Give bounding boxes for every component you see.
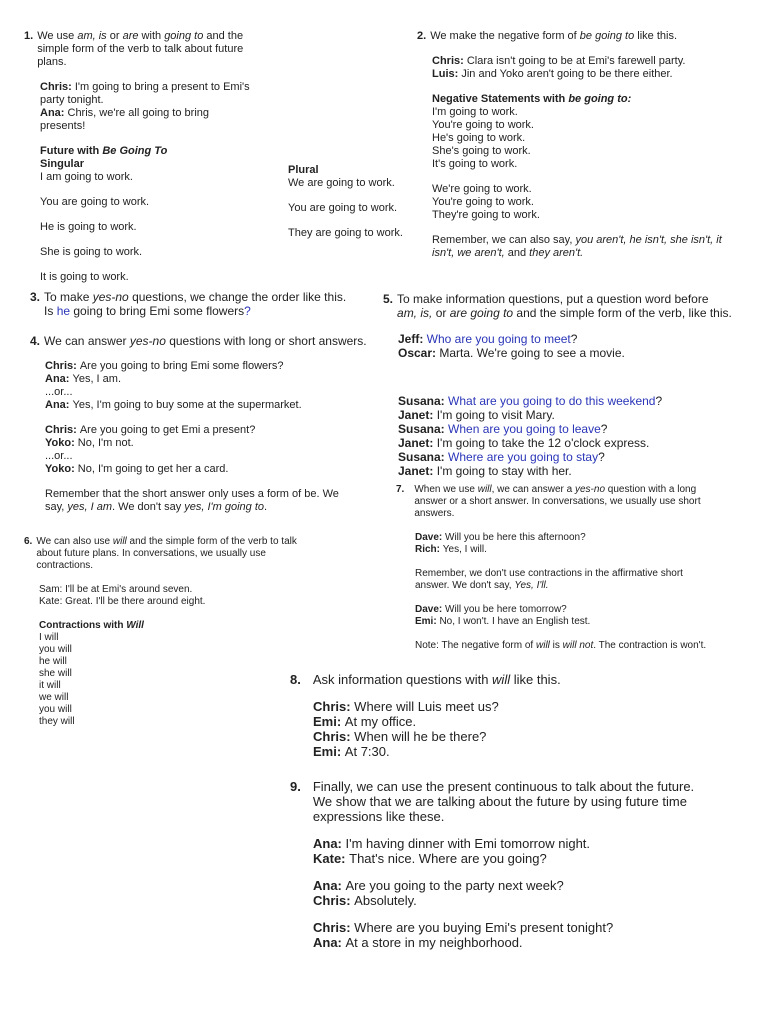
dialog-text: I'm going to visit Mary.	[436, 408, 555, 422]
dialog-line	[313, 729, 760, 744]
dialog-line	[398, 464, 761, 478]
text-run: contractions.	[36, 560, 94, 571]
dialog-text: No, I won't. I have an English test.	[439, 616, 591, 627]
section-3-intro	[44, 290, 346, 318]
speaker-name: Kate:	[313, 851, 350, 866]
dialog-text: ...or...	[45, 450, 73, 462]
contractions-heading	[39, 620, 324, 632]
speaker-name: Chris:	[313, 729, 355, 744]
section-9	[290, 779, 760, 950]
speaker-name: Yoko:	[45, 463, 78, 475]
text-run: yes, I am	[67, 501, 113, 513]
section-1-dialog	[24, 81, 284, 133]
text-run: are going to	[449, 306, 514, 320]
dialog-text: I'm going to take the 12 o'clock express.	[436, 436, 650, 450]
list-item: I will	[39, 632, 59, 643]
dialog-line	[398, 346, 761, 360]
section-4-intro	[44, 334, 367, 348]
text-run: When we use	[414, 484, 478, 495]
text-line	[36, 548, 297, 560]
plural-list	[288, 177, 428, 240]
text-run: isn't, we aren't,	[432, 247, 505, 259]
text-run: Note: The negative form of	[415, 640, 536, 651]
dialog-text: Marta. We're going to see a movie.	[439, 346, 625, 360]
speaker-name: Chris:	[40, 81, 75, 93]
text-run: and the simple form of the verb, like this.	[513, 306, 732, 320]
speaker-name: Chris:	[313, 893, 355, 908]
dialog-line	[398, 394, 761, 408]
section-4-dialog-1	[45, 360, 380, 412]
dialog-text: When are you going to leave	[448, 422, 601, 436]
list-item: he will	[39, 656, 67, 667]
dialog-line	[415, 616, 760, 628]
speaker-name: Ana:	[40, 107, 68, 119]
dialog-text: At 7:30.	[344, 744, 390, 759]
section-number: 8.	[290, 672, 301, 687]
dialog-line	[415, 604, 760, 616]
text-run: Contractions with	[39, 620, 127, 631]
dialog-line	[432, 55, 757, 68]
dialog-line	[40, 94, 284, 107]
section-number: 6.	[24, 536, 33, 547]
text-line	[313, 809, 694, 824]
section-9-dialog-1	[313, 836, 760, 866]
text-run: , we can answer a	[491, 484, 575, 495]
text-run: he	[56, 304, 71, 318]
text-run: To make	[44, 290, 93, 304]
text-run: To make information questions, put a question word before	[397, 292, 709, 306]
text-run: like this.	[510, 672, 561, 687]
text-run: Will	[126, 620, 144, 631]
text-line	[313, 672, 561, 687]
dialog-line	[398, 450, 761, 464]
list-item: We're going to work.	[432, 183, 532, 195]
text-line	[415, 640, 760, 652]
section-4	[30, 334, 380, 514]
section-2-dialog	[432, 55, 757, 81]
list-item: they will	[39, 716, 75, 727]
dialog-text: Are you going to the party next week?	[345, 878, 564, 893]
dialog-text: Are you going to bring Emi some flowers?	[79, 360, 284, 372]
text-run: ?	[244, 304, 251, 318]
punctuation: ?	[655, 394, 663, 408]
text-run: Be Going To	[102, 145, 168, 157]
dialog-text: Yes, I'm going to buy some at the supermarket.	[72, 399, 302, 411]
dialog-text: I'm going to stay with her.	[436, 464, 572, 478]
dialog-text: Yes, I am.	[72, 373, 122, 385]
speaker-name: Dave:	[415, 604, 446, 615]
plural-heading: Plural	[288, 164, 319, 176]
list-item: We are going to work.	[288, 177, 395, 189]
section-number: 1.	[24, 30, 34, 42]
dialog-text: Jin and Yoko aren't going to be there either.	[461, 68, 673, 80]
dialog-text: When will he be there?	[354, 729, 487, 744]
dialog-line	[313, 851, 760, 866]
speaker-name: Janet:	[398, 436, 437, 450]
text-run: Remember that the short answer only uses a form of be. We	[45, 488, 339, 500]
section-3	[30, 290, 380, 318]
dialog-text: I'm having dinner with Emi tomorrow night.	[345, 836, 591, 851]
dialog-line	[39, 596, 324, 608]
section-number: 5.	[383, 292, 394, 306]
text-line	[432, 234, 757, 247]
speaker-name: Yoko:	[45, 437, 78, 449]
text-run: are	[122, 30, 139, 42]
text-run: will	[477, 484, 492, 495]
speaker-name: Emi:	[313, 744, 345, 759]
list-item: He is going to work.	[40, 221, 137, 233]
speaker-name: Susana:	[398, 422, 449, 436]
dialog-text: Clara isn't going to be at Emi's farewell party.	[466, 55, 686, 67]
text-line	[430, 30, 677, 43]
section-1	[24, 30, 284, 284]
speaker-name: Dave:	[415, 532, 446, 543]
text-line	[397, 292, 732, 306]
section-8	[290, 672, 760, 759]
speaker-name: Jeff:	[398, 332, 427, 346]
text-run: am, is	[77, 30, 107, 42]
section-9-intro	[313, 779, 694, 824]
text-run: yes-no	[574, 484, 605, 495]
text-line	[44, 290, 346, 304]
section-5	[383, 292, 761, 478]
dialog-line	[45, 424, 380, 437]
text-run: you aren't, he isn't, she isn't, it	[575, 234, 722, 246]
list-item: I'm going to work.	[432, 106, 518, 118]
text-line	[415, 580, 760, 592]
speaker-name: Susana:	[398, 394, 449, 408]
dialog-line	[313, 699, 760, 714]
dialog-text: That's nice. Where are you going?	[349, 851, 547, 866]
section-2-remember	[432, 234, 757, 260]
text-line	[36, 560, 297, 572]
text-run: Remember, we can also say,	[432, 234, 576, 246]
dialog-line	[40, 107, 284, 120]
text-run: questions with long or short answers.	[165, 334, 367, 348]
list-item: You're going to work.	[432, 196, 534, 208]
section-2-intro	[430, 30, 677, 43]
speaker-name: Chris:	[313, 920, 355, 935]
text-run: Ask information questions with	[312, 672, 493, 687]
text-run: We can also use	[36, 536, 113, 547]
contractions-list	[39, 632, 324, 728]
section-1-intro	[37, 30, 243, 69]
dialog-text: I'm going to bring a present to Emi's	[74, 81, 250, 93]
text-run: yes-no	[129, 334, 166, 348]
text-line	[397, 306, 732, 320]
text-run: be going to	[579, 30, 635, 42]
negative-heading	[432, 93, 757, 106]
speaker-name: Chris:	[45, 424, 80, 436]
dialog-line	[313, 920, 760, 935]
singular-list	[40, 171, 284, 284]
dialog-text: Kate: Great. I'll be there around eight.	[39, 596, 206, 607]
section-5-dialog-2	[398, 394, 761, 478]
text-run: is	[549, 640, 563, 651]
list-item: They are going to work.	[288, 227, 403, 239]
dialog-line	[40, 81, 284, 94]
text-line	[37, 30, 243, 43]
text-run: plans.	[37, 56, 67, 68]
text-run: will	[492, 672, 511, 687]
text-run: will	[536, 640, 550, 651]
list-item: She's going to work.	[432, 145, 531, 157]
list-item: she will	[39, 668, 72, 679]
section-number: 4.	[30, 334, 41, 348]
text-line	[414, 496, 700, 508]
negative-plural-list	[432, 183, 757, 222]
text-run: with	[138, 30, 165, 42]
punctuation: ?	[598, 450, 605, 464]
text-run: Remember, we don't use contractions in the affirmative short	[415, 568, 683, 579]
dialog-text: Sam: I'll be at Emi's around seven.	[39, 584, 193, 595]
dialog-text: party tonight.	[40, 94, 104, 106]
dialog-text: Will you be here this afternoon?	[445, 532, 586, 543]
dialog-line	[398, 436, 761, 450]
text-run: going to	[164, 30, 204, 42]
section-number: 2.	[417, 30, 427, 42]
text-run: be going to:	[568, 93, 632, 105]
text-run: about future plans. In conversations, we usually use	[36, 548, 266, 559]
section-2	[417, 30, 757, 260]
list-item: It's going to work.	[432, 158, 518, 170]
section-8-intro	[313, 672, 561, 687]
text-run: .	[264, 501, 268, 513]
dialog-line	[45, 399, 380, 412]
text-run: Is	[44, 304, 57, 318]
text-run: We use	[37, 30, 78, 42]
text-line	[44, 334, 367, 348]
speaker-name: Luis:	[432, 68, 462, 80]
text-run: and the simple form of the verb to talk	[126, 536, 297, 547]
text-line	[415, 568, 760, 580]
text-line	[37, 43, 243, 56]
text-run: answer. We don't say,	[415, 580, 515, 591]
section-6	[24, 536, 324, 728]
section-5-intro	[397, 292, 732, 320]
list-item: you will	[39, 644, 72, 655]
speaker-name: Rich:	[415, 544, 443, 555]
text-run: going to bring Emi some flowers	[70, 304, 245, 318]
dialog-text: Where will Luis meet us?	[354, 699, 499, 714]
text-run: answer or a short answer. In conversations, we usually use short	[414, 496, 701, 507]
list-item: He's going to work.	[432, 132, 526, 144]
text-run: . We don't say	[112, 501, 185, 513]
list-item: You are going to work.	[288, 202, 398, 214]
dialog-text: Yes, I will.	[442, 544, 487, 555]
text-run: will not	[562, 640, 594, 651]
text-run: and the	[203, 30, 244, 42]
text-line	[37, 56, 243, 69]
text-line	[36, 536, 297, 548]
list-item: They're going to work.	[432, 209, 540, 221]
dialog-line	[415, 532, 760, 544]
text-run: We make the negative form of	[430, 30, 580, 42]
dialog-text: What are you going to do this weekend	[448, 394, 656, 408]
text-run: will	[112, 536, 127, 547]
dialog-line	[415, 544, 760, 556]
list-item: you will	[39, 704, 72, 715]
dialog-text: Absolutely.	[354, 893, 417, 908]
speaker-name: Oscar:	[398, 346, 440, 360]
text-line	[414, 508, 700, 520]
section-6-dialog	[39, 584, 324, 608]
text-run: am, is,	[397, 306, 433, 320]
future-heading	[40, 145, 284, 158]
text-run: questions, we change the order like this.	[128, 290, 347, 304]
text-run: . The contraction is won't.	[593, 640, 707, 651]
text-run: like this.	[634, 30, 678, 42]
speaker-name: Chris:	[313, 699, 355, 714]
text-run: answers.	[414, 508, 455, 519]
text-run: Negative Statements with	[432, 93, 569, 105]
section-4-remember	[45, 488, 380, 514]
dialog-line	[40, 120, 284, 133]
text-line	[44, 304, 346, 318]
dialog-line	[45, 360, 380, 373]
speaker-name: Ana:	[313, 878, 346, 893]
section-7-intro	[414, 484, 700, 520]
section-7-remember	[415, 568, 760, 592]
speaker-name: Ana:	[45, 399, 73, 411]
punctuation: ?	[600, 422, 608, 436]
text-line	[313, 794, 694, 809]
section-number: 3.	[30, 290, 41, 304]
text-run: yes, I'm going to	[184, 501, 265, 513]
list-item: You are going to work.	[40, 196, 150, 208]
section-9-dialog-2	[313, 878, 760, 908]
text-run: say,	[45, 501, 68, 513]
dialog-line	[45, 373, 380, 386]
section-5-dialog-1	[398, 332, 761, 360]
text-run: and	[504, 247, 530, 259]
text-run: Yes, I'll.	[514, 580, 549, 591]
dialog-line	[45, 386, 380, 399]
dialog-text: Chris, we're all going to bring	[67, 107, 210, 119]
dialog-line	[313, 744, 760, 759]
dialog-text: Will you be here tomorrow?	[445, 604, 567, 615]
speaker-name: Janet:	[398, 464, 437, 478]
text-run: Future with	[40, 145, 103, 157]
dialog-line	[45, 450, 380, 463]
text-run: expressions like these.	[312, 809, 445, 824]
section-number: 7.	[396, 484, 405, 495]
list-item: She is going to work.	[40, 246, 143, 258]
text-line	[45, 501, 380, 514]
section-7-dialog-1	[415, 532, 760, 556]
dialog-text: Where are you going to stay	[448, 450, 599, 464]
text-run: yes-no	[92, 290, 129, 304]
dialog-text: At a store in my neighborhood.	[345, 935, 523, 950]
text-run: simple form of the verb to talk about future	[37, 43, 244, 55]
negative-singular-list	[432, 106, 757, 171]
dialog-text: No, I'm going to get her a card.	[77, 463, 229, 475]
dialog-line	[398, 408, 761, 422]
text-line	[313, 779, 694, 794]
dialog-line	[313, 836, 760, 851]
dialog-line	[45, 437, 380, 450]
section-9-dialog-3	[313, 920, 760, 950]
text-run: question with a long	[605, 484, 697, 495]
text-run: We can answer	[44, 334, 130, 348]
singular-heading: Singular	[40, 158, 85, 170]
punctuation: ?	[570, 332, 578, 346]
text-run: or	[106, 30, 123, 42]
section-number: 9.	[290, 779, 301, 794]
speaker-name: Ana:	[313, 935, 346, 950]
dialog-line	[432, 68, 757, 81]
dialog-text: Where are you buying Emi's present tonight?	[354, 920, 614, 935]
text-line	[414, 484, 700, 496]
speaker-name: Emi:	[313, 714, 345, 729]
section-7-dialog-2	[415, 604, 760, 628]
section-4-dialog-2	[45, 424, 380, 476]
dialog-text: ...or...	[45, 386, 73, 398]
dialog-text: Are you going to get Emi a present?	[79, 424, 256, 436]
list-item: You're going to work.	[432, 119, 534, 131]
dialog-line	[39, 584, 324, 596]
text-run: they aren't.	[529, 247, 584, 259]
speaker-name: Susana:	[398, 450, 449, 464]
dialog-line	[313, 714, 760, 729]
dialog-line	[398, 422, 761, 436]
speaker-name: Emi:	[415, 616, 440, 627]
dialog-text: presents!	[40, 120, 86, 132]
text-run: We show that we are talking about the future by using future time	[312, 794, 687, 809]
speaker-name: Ana:	[45, 373, 73, 385]
list-item: we will	[39, 692, 69, 703]
list-item: it will	[39, 680, 61, 691]
section-8-dialog	[313, 699, 760, 759]
text-line	[45, 488, 380, 501]
dialog-text: At my office.	[344, 714, 417, 729]
dialog-text: No, I'm not.	[77, 437, 134, 449]
speaker-name: Janet:	[398, 408, 437, 422]
list-item: I am going to work.	[40, 171, 133, 183]
dialog-line	[313, 893, 760, 908]
text-run: or	[432, 306, 450, 320]
plural-block	[288, 164, 428, 240]
section-7	[396, 484, 760, 652]
section-7-note	[415, 640, 760, 652]
dialog-text: Who are you going to meet	[426, 332, 571, 346]
speaker-name: Chris:	[45, 360, 80, 372]
dialog-line	[398, 332, 761, 346]
section-6-intro	[36, 536, 297, 572]
dialog-line	[313, 935, 760, 950]
speaker-name: Chris:	[432, 55, 467, 67]
dialog-line	[45, 463, 380, 476]
text-run: Finally, we can use the present continuous to talk about the future.	[312, 779, 695, 794]
text-line	[432, 247, 757, 260]
speaker-name: Ana:	[313, 836, 346, 851]
dialog-line	[313, 878, 760, 893]
list-item: It is going to work.	[40, 271, 129, 283]
